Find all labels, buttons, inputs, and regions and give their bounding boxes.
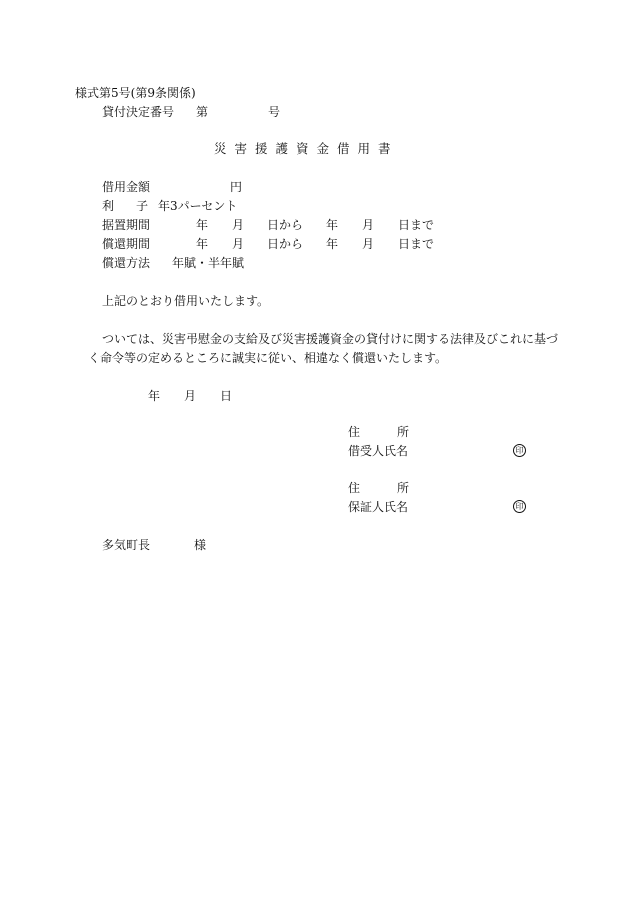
decision-go: 号	[268, 105, 281, 119]
decision-number-label: 貸付決定番号	[102, 105, 175, 119]
addressee-sama: 様	[194, 538, 207, 552]
borrower-seal-icon: 印	[513, 444, 526, 457]
grace-year-1: 年	[196, 218, 209, 232]
paragraph-borrow: 上記のとおり借用いたします。	[102, 294, 270, 308]
grace-month-2: 月	[362, 218, 375, 232]
repay-period-label: 償還期間	[102, 237, 151, 251]
repay-from: 日から	[267, 237, 304, 251]
interest-label-1: 利	[102, 199, 115, 213]
repay-year-2: 年	[326, 237, 339, 251]
grace-from: 日から	[267, 218, 304, 232]
grace-month-1: 月	[232, 218, 245, 232]
paragraph-terms-line1: ついては、災害弔慰金の支給及び災害援護資金の貸付けに関する法律及びこれに基づ	[102, 332, 559, 346]
repay-until: 日まで	[398, 237, 435, 251]
borrower-address-1: 住	[348, 425, 361, 439]
paragraph-terms-line2: く命令等の定めるところに誠実に従い、相違なく償還いたします。	[88, 351, 448, 365]
guarantor-address-1: 住	[348, 481, 361, 495]
grace-year-2: 年	[326, 218, 339, 232]
method-label: 償還方法	[102, 256, 151, 270]
method-value: 年賦・半年賦	[172, 256, 245, 270]
repay-month-2: 月	[362, 237, 375, 251]
date-day: 日	[220, 389, 233, 403]
borrower-name-label: 借受人氏名	[348, 444, 409, 458]
date-year: 年	[148, 389, 161, 403]
amount-yen: 円	[230, 180, 243, 194]
grace-period-label: 据置期間	[102, 218, 151, 232]
guarantor-address-2: 所	[397, 481, 410, 495]
date-month: 月	[184, 389, 197, 403]
borrower-address-2: 所	[397, 425, 410, 439]
addressee-name: 多気町長	[102, 538, 151, 552]
guarantor-name-label: 保証人氏名	[348, 500, 409, 514]
guarantor-seal-icon: 印	[513, 500, 526, 513]
interest-value: 年3パーセント	[158, 199, 238, 213]
repay-month-1: 月	[232, 237, 245, 251]
document-title: 災害援護資金借用書	[214, 141, 399, 156]
grace-until: 日まで	[398, 218, 435, 232]
decision-dai: 第	[196, 105, 209, 119]
interest-label-2: 子	[136, 199, 149, 213]
form-number: 様式第5号(第9条関係)	[75, 86, 196, 100]
repay-year-1: 年	[196, 237, 209, 251]
amount-label: 借用金額	[102, 180, 151, 194]
